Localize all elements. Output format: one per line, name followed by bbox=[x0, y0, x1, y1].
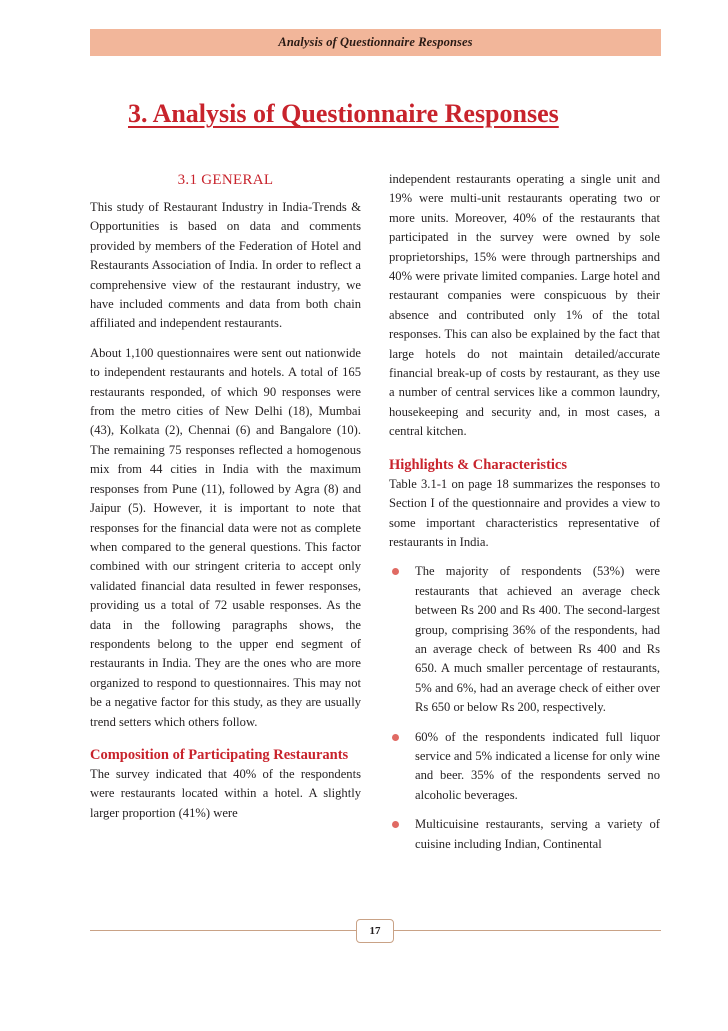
left-column bbox=[90, 170, 361, 833]
section-heading-general: 3.1 GENERAL bbox=[177, 172, 274, 188]
paragraph: About 1,100 questionnaires were sent out nationwide to independent restaurants and hotels. A total of 165 restaurants responded, of which 90 responses were from the metro cities of New Delhi (18), Mumbai (43), Kolkata (2), Chennai (6) and Bangalore (10). The remaining 75 responses reflected a homogenous mix from 44 cities in India with the maximum responses from Pune (11), followed by Agra (8) and Jaipur (5). However, it is important to note that responses for the financial data were not as complete when compared to the general questions. This factor combined with our stringent criteria to accept only validated financial data resulted in fewer responses, providing us a total of 72 usable responses. As the data in the following paragraphs shows, the respondents belong to the upper end segment of restaurants in India. They are the ones who are more organized to respond to questionnaires. This may not be a negative factor for this study, as they are usually trend setters which others follow. bbox=[90, 345, 361, 729]
page-number: 17 bbox=[356, 919, 394, 943]
list-item-text: 60% of the respondents indicated full liquor service and 5% indicated a license for only wine and beer. 35% of the respondents served no alcoholic beverages. bbox=[415, 729, 660, 802]
right-column bbox=[389, 170, 660, 864]
paragraph: independent restaurants operating a single unit and 19% were multi-unit restaurants operating two or more units. Moreover, 40% of the restaurants that participated in the survey were owned by sole proprietorships, 15% were through partnerships and 40% were private limited companies. Large hotel and restaurant companies were conspicuous by their absence and contributed only 1% of the total responses. This can also be explained by the fact that large hotels do not maintain detailed/accurate financial break-up of costs by restaurant, as they use a number of central services like a common laundry, housekeeping and security and, in most cases, a central kitchen. bbox=[389, 172, 660, 439]
list-item bbox=[389, 562, 660, 717]
paragraph: Table 3.1-1 on page 18 summarizes the responses to Section I of the questionnaire and provides a view to some important characteristics representative of restaurants in India. bbox=[389, 476, 660, 549]
list-item bbox=[389, 815, 660, 854]
bullet-icon bbox=[392, 568, 399, 575]
composition-heading: Composition of Participating Restaurants bbox=[90, 746, 349, 763]
bullet-icon bbox=[392, 734, 399, 741]
list-item bbox=[389, 728, 660, 806]
list-item-text: The majority of respondents (53%) were restaurants that achieved an average check between Rs 200 and Rs 400. The second-largest group, comprising 36% of the respondents, had an average check of between Rs 400 and Rs 650. A much smaller percentage of restaurants, 5% and 6%, had an average check of either over Rs 650 or below Rs 200, respectively. bbox=[415, 564, 660, 715]
paragraph: The survey indicated that 40% of the respondents were restaurants located within a hotel. A slightly larger proportion (41%) were bbox=[90, 766, 361, 820]
page-title: 3. Analysis of Questionnaire Responses bbox=[128, 99, 559, 128]
running-header-title: Analysis of Questionnaire Responses bbox=[278, 35, 473, 49]
highlights-heading: Highlights & Characteristics bbox=[389, 456, 568, 473]
bullet-icon bbox=[392, 821, 399, 828]
running-header bbox=[90, 29, 661, 56]
paragraph: This study of Restaurant Industry in India-Trends & Opportunities is based on data and comments provided by members of the Federation of Hotel and Restaurants Association of India. In order to reflect a comprehensive view of the restaurant industry, we have included comments and data from both chain affiliated and independent restaurants. bbox=[90, 200, 361, 331]
list-item-text: Multicuisine restaurants, serving a variety of cuisine including Indian, Continental bbox=[415, 817, 660, 851]
highlights-list bbox=[389, 562, 660, 854]
